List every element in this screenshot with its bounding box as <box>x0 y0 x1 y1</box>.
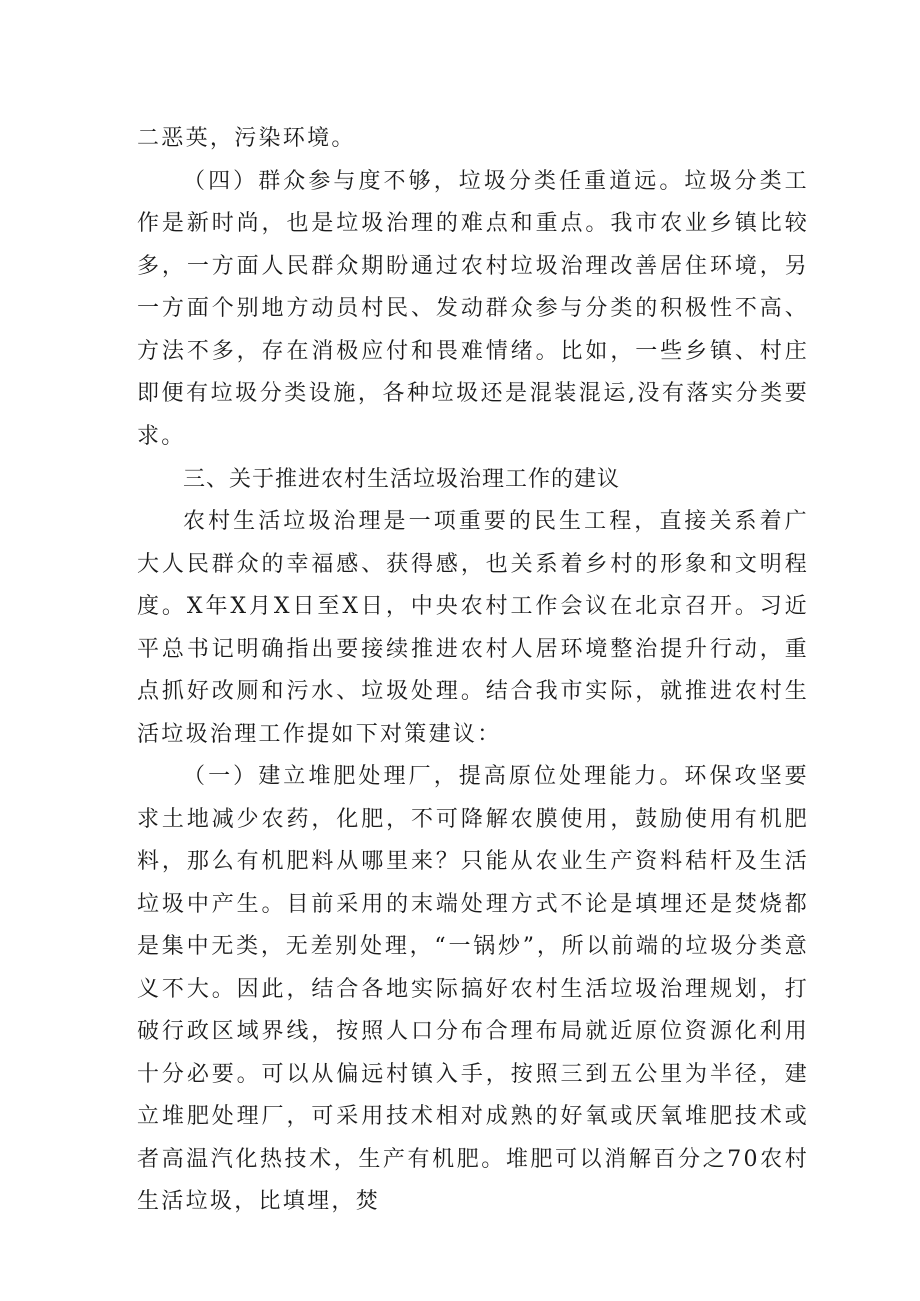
paragraph-intro: 农村生活垃圾治理是一项重要的民生工程，直接关系着广大人民群众的幸福感、获得感，也关系着乡村的形象和文明程度。X年X月X日至X日，中央农村工作会议在北京召开。习近平总书记明确指出要接续推进农村人居环境整治提升行动，重点抓好改厕和污水、垃圾处理。结合我市实际，就推进农村生活垃圾治理工作提如下对策建议： <box>137 509 809 747</box>
paragraph-section-four: （四）群众参与度不够，垃圾分类任重道远。垃圾分类工作是新时尚，也是垃圾治理的难点和重点。我市农业乡镇比较多，一方面人民群众期盼通过农村垃圾治理改善居住环境，另一方面个别地方动员村民、发动群众参与分类的积极性不高、方法不多，存在消极应付和畏难情绪。比如，一些乡镇、村庄即便有垃圾分类设施，各种垃圾还是混装混运,没有落实分类要求。 <box>137 168 809 449</box>
paragraph-suggestion-one: （一）建立堆肥处理厂，提高原位处理能力。环保攻坚要求土地减少农药，化肥，不可降解农膜使用，鼓励使用有机肥料，那么有机肥料从哪里来？只能从农业生产资料秸杆及生活垃圾中产生。目前采用的末端处理方式不论是填埋还是焚烧都是集中无类，无差别处理，“一锅炒”，所以前端的垃圾分类意义不大。因此，结合各地实际搞好农村生活垃圾治理规划，打破行政区域界线，按照人口分布合理布局就近原位资源化利用十分必要。可以从偏远村镇入手，按照三到五公里为半径，建立堆肥处理厂，可采用技术相对成熟的好氧或厌氧堆肥技术或者高温汽化热技术，生产有机肥。堆肥可以消解百分之70农村生活垃圾，比填埋，焚 <box>137 764 809 1214</box>
section-heading: 三、关于推进农村生活垃圾治理工作的建议 <box>183 467 621 492</box>
paragraph-continuation: 二恶英，污染环境。 <box>137 126 356 151</box>
document-body <box>137 118 809 1224</box>
